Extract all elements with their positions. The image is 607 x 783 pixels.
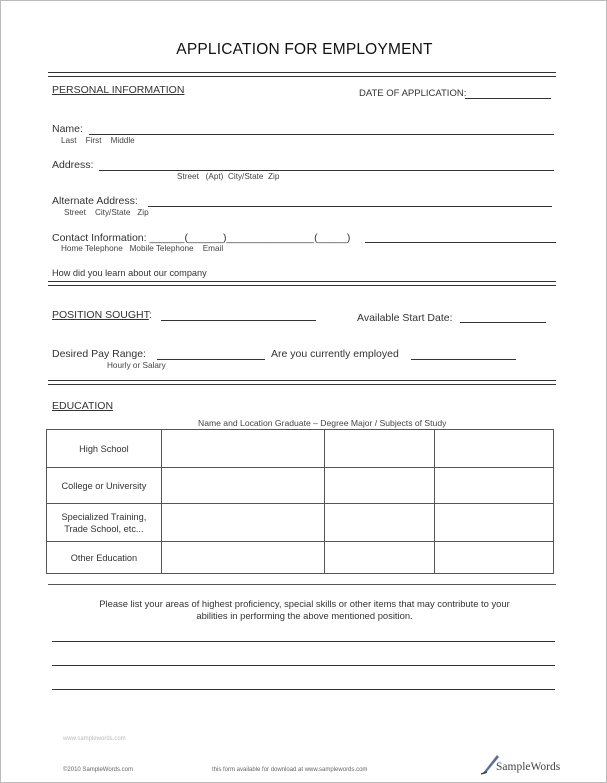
graduate-degree-cell[interactable] [325,542,435,574]
contact-sublabel: Home Telephone Mobile Telephone Email [61,244,224,253]
name-location-cell[interactable] [161,542,325,574]
education-columns-header: Name and Location Graduate – Degree Major / Subjects of Study [198,418,447,428]
pay-field[interactable] [157,359,265,360]
row-label-college: College or University [47,468,162,504]
pay-sublabel: Hourly or Salary [107,361,166,370]
major-cell[interactable] [435,468,554,504]
page-title: APPLICATION FOR EMPLOYMENT [176,41,433,58]
start-date-field[interactable] [460,322,546,323]
alt-address-sublabel: Street City/State Zip [64,208,149,217]
table-row [47,542,554,574]
address-sublabel: Street (Apt) City/State Zip [177,172,280,181]
skills-line-1[interactable] [52,641,555,642]
name-location-cell[interactable] [161,430,325,468]
personal-heading: PERSONAL INFORMATION [52,84,185,96]
table-row [47,504,554,542]
table-row [47,468,554,504]
rule-4 [48,285,556,286]
date-field[interactable] [465,98,551,99]
graduate-degree-cell[interactable] [325,468,435,504]
employed-field[interactable] [411,359,516,360]
name-location-cell[interactable] [161,468,325,504]
copyright-text: ©2010 SampleWords.com [63,767,134,773]
table-row [47,430,554,468]
rule-7 [48,584,556,585]
graduate-degree-cell[interactable] [325,430,435,468]
date-label: DATE OF APPLICATION: [359,88,467,99]
employed-label: Are you currently employed [271,348,399,360]
skills-line-2[interactable] [52,665,555,666]
alt-address-label: Alternate Address: [52,195,138,207]
graduate-degree-cell[interactable] [325,504,435,542]
major-cell[interactable] [435,504,554,542]
education-table [46,429,554,574]
address-label: Address: [52,159,94,171]
top-rule-1 [48,72,556,73]
address-field[interactable] [99,170,554,171]
major-cell[interactable] [435,542,554,574]
row-label-specialized: Specialized Training, Trade School, etc... [47,504,162,542]
pay-label: Desired Pay Range: [52,348,146,360]
name-label: Name: [52,123,83,135]
watermark-text: www.samplewords.com [63,736,126,742]
skills-prompt-line1: Please list your areas of highest proficiency, special skills or other items that may contribute to your [99,598,510,609]
position-heading-wrap [52,309,152,321]
name-sublabel: Last First Middle [61,136,135,145]
contact-label: Contact Information: ______(______)_______________(_____) [52,232,351,244]
rule-3 [48,281,556,282]
name-field[interactable] [89,134,554,135]
rule-6 [48,384,556,385]
start-date-label: Available Start Date: [357,312,453,324]
name-location-cell[interactable] [161,504,325,542]
major-cell[interactable] [435,430,554,468]
email-field[interactable] [365,242,556,243]
position-field[interactable] [161,320,316,321]
download-note: this form available for download at www.samplewords.com [212,767,368,773]
learn-label: How did you learn about our company [52,268,207,278]
skills-line-3[interactable] [52,689,555,690]
position-colon: : [148,309,152,321]
alt-address-field[interactable] [148,206,552,207]
skills-prompt-line2: abilities in performing the above mentioned position. [196,610,413,621]
row-label-other: Other Education [47,542,162,574]
row-label-high-school: High School [47,430,162,468]
education-heading: EDUCATION [52,400,114,412]
logo-text: SampleWords [496,761,561,773]
rule-5 [48,380,556,381]
top-rule-2 [48,76,556,77]
position-heading: POSITION SOUGHT [52,309,149,321]
